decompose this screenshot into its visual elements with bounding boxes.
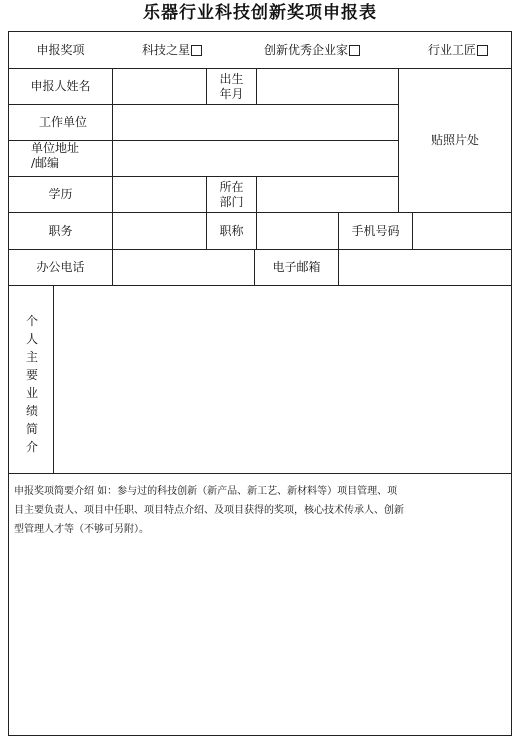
- award-intro-field[interactable]: [9, 545, 511, 735]
- title-rank-label: 职称: [219, 223, 244, 238]
- award-label: 申报奖项: [36, 42, 85, 57]
- office-phone-label: 办公电话: [36, 260, 85, 274]
- award-intro-line: 型管理人才等（不够可另附）。: [14, 524, 149, 535]
- row-divider: [8, 735, 512, 736]
- form-title: 乐器行业科技创新奖项申报表: [143, 3, 377, 23]
- achievements-char: 业: [25, 386, 38, 400]
- award-option-craftsman[interactable]: [408, 32, 508, 68]
- award-intro-text: [14, 482, 508, 539]
- email-label: 电子邮箱: [272, 260, 321, 274]
- department-field[interactable]: [257, 177, 398, 212]
- award-option-label: 创新优秀企业家: [263, 42, 348, 57]
- work-unit-field[interactable]: [113, 105, 398, 140]
- award-option-label: 行业工匠: [427, 42, 476, 57]
- education-label: 学历: [48, 187, 73, 201]
- achievements-char: 介: [25, 440, 38, 454]
- unit-address-label-line2: /邮编: [31, 156, 60, 170]
- table-border-right: [511, 31, 512, 736]
- mobile-field[interactable]: [413, 213, 511, 249]
- award-intro-line: 申报奖项简要介绍 如：参与过的科技创新（新产品、新工艺、新材料等）项目管理、项: [14, 486, 398, 497]
- birth-date-label: [207, 69, 256, 104]
- unit-address-label-line1: 单位地址: [31, 141, 80, 155]
- checkbox[interactable]: [349, 45, 360, 56]
- position-label: 职务: [48, 223, 73, 238]
- checkbox[interactable]: [191, 45, 202, 56]
- achievements-label: [24, 312, 40, 456]
- row-divider: [8, 473, 512, 474]
- unit-address-field[interactable]: [113, 141, 398, 176]
- award-option-entrepreneur[interactable]: [242, 32, 382, 68]
- achievements-char: 人: [25, 332, 38, 346]
- award-option-label: 科技之星: [141, 42, 190, 57]
- award-intro-line: 目主要负责人、项目中任职、项目特点介绍、及项目获得的奖项，核心技术传承人、创新: [14, 505, 404, 516]
- department-label-line2: 部门: [219, 194, 244, 209]
- work-unit-label: 工作单位: [39, 115, 88, 129]
- achievements-char: 简: [25, 422, 38, 436]
- birth-date-label-line1: 出生: [219, 71, 244, 86]
- checkbox[interactable]: [477, 45, 488, 56]
- achievements-char: 主: [25, 350, 38, 364]
- office-phone-field[interactable]: [113, 250, 254, 285]
- title-rank-field[interactable]: [257, 213, 338, 249]
- email-field[interactable]: [339, 250, 511, 285]
- birth-date-label-line2: 年月: [219, 86, 244, 101]
- achievements-char: 绩: [25, 404, 38, 418]
- achievements-char: 要: [25, 368, 38, 382]
- photo-placeholder[interactable]: 贴照片处: [430, 133, 479, 147]
- department-label-line1: 所在: [219, 179, 244, 194]
- achievements-field[interactable]: [54, 286, 511, 473]
- unit-address-label: [9, 141, 112, 176]
- award-option-tech-star[interactable]: [122, 32, 222, 68]
- applicant-name-field[interactable]: [113, 69, 206, 104]
- position-field[interactable]: [113, 213, 206, 249]
- mobile-label: 手机号码: [351, 223, 400, 238]
- birth-date-field[interactable]: [257, 69, 398, 104]
- department-label: [207, 177, 256, 212]
- achievements-char: 个: [25, 314, 38, 328]
- applicant-name-label: 申报人姓名: [30, 79, 91, 93]
- education-field[interactable]: [113, 177, 206, 212]
